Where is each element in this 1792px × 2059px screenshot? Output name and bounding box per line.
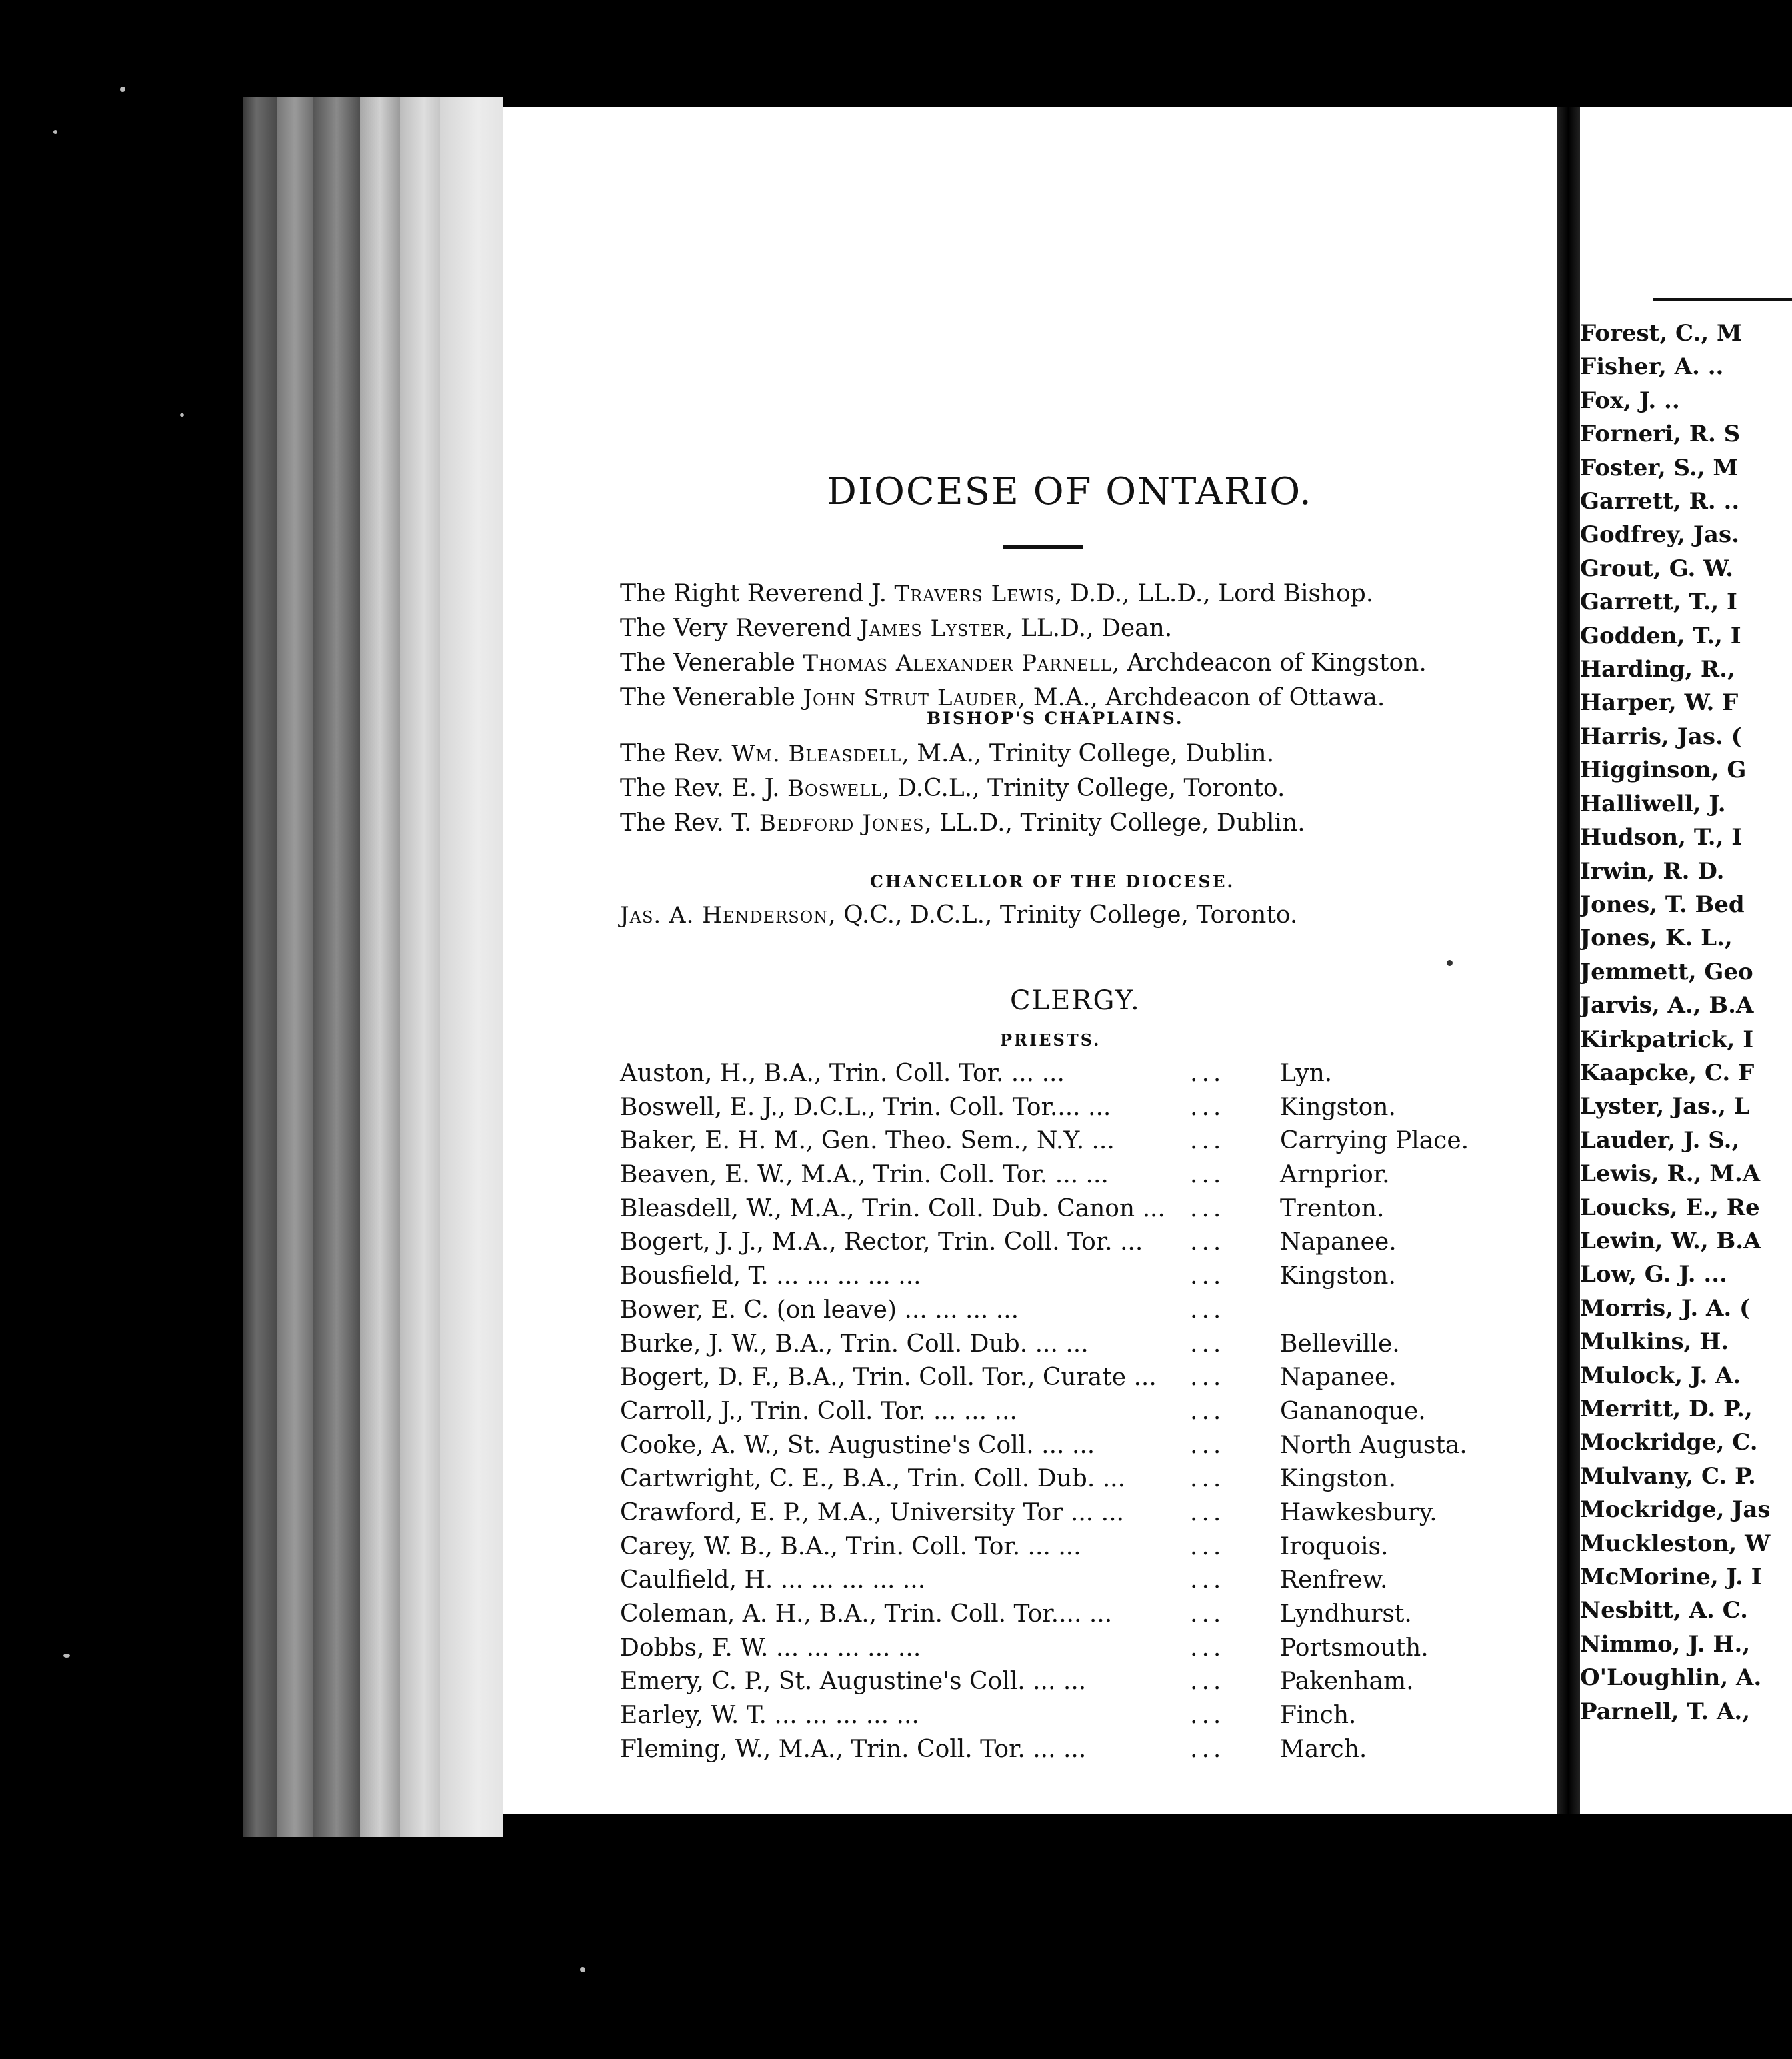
right-page-entry: Irwin, R. D.	[1580, 857, 1725, 885]
right-page-entry: Garrett, R. ..	[1580, 488, 1740, 515]
priest-place: Kingston.	[1280, 1093, 1396, 1121]
right-page-entry: O'Loughlin, A.	[1580, 1664, 1762, 1692]
leader-dots: ...	[1190, 1397, 1225, 1425]
priest-place: Hawkesbury.	[1280, 1498, 1437, 1526]
right-page-entry: Low, G. J. ...	[1580, 1261, 1727, 1288]
priest-place: March.	[1280, 1735, 1367, 1763]
priest-name: Caulfield, H. ... ... ... ... ...	[620, 1566, 926, 1594]
officer-entry: The Venerable Thomas Alexander Parnell, Archdeacon of Kingston.	[620, 649, 1427, 677]
priest-row	[620, 1496, 1507, 1530]
right-page-entry: Jones, K. L.,	[1580, 925, 1733, 952]
priest-place: Arnprior.	[1280, 1161, 1390, 1189]
priest-row	[620, 1395, 1507, 1429]
right-page-entry: Mulkins, H.	[1580, 1328, 1729, 1356]
right-page-entry: Foster, S., M	[1580, 454, 1739, 481]
right-page-entry: Fox, J. ..	[1580, 387, 1680, 414]
priest-row	[620, 1294, 1507, 1328]
leader-dots: ...	[1190, 1600, 1225, 1628]
leader-dots: ...	[1190, 1634, 1225, 1662]
priest-place: Pakenham.	[1280, 1668, 1414, 1696]
right-page-entry: Kirkpatrick, I	[1580, 1025, 1754, 1053]
right-page-entry: Jones, T. Bed	[1580, 891, 1745, 918]
priest-row	[620, 1665, 1507, 1699]
right-page-entry: Godden, T., I	[1580, 622, 1741, 649]
right-page-entry: Mockridge, C.	[1580, 1429, 1758, 1456]
leader-dots: ...	[1190, 1431, 1225, 1459]
priest-row	[620, 1699, 1507, 1733]
chaplain-entry: The Rev. Wm. Bleasdell, M.A., Trinity College, Dublin.	[620, 740, 1275, 767]
right-page-entry: Godfrey, Jas.	[1580, 521, 1739, 549]
leader-dots: ...	[1190, 1161, 1225, 1189]
book-edge	[360, 97, 400, 1837]
chaplains-list	[620, 737, 1305, 841]
right-page-entry: Lewin, W., B.A	[1580, 1227, 1761, 1254]
leader-dots: ...	[1190, 1296, 1225, 1324]
priest-row	[620, 1057, 1507, 1091]
right-page-entry: Lauder, J. S.,	[1580, 1126, 1740, 1154]
right-page-entry: Nimmo, J. H.,	[1580, 1630, 1751, 1658]
priest-row	[620, 1530, 1507, 1564]
priest-name: Bower, E. C. (on leave) ... ... ... ...	[620, 1296, 1019, 1324]
priest-row	[620, 1564, 1507, 1598]
scan-speck	[63, 1654, 70, 1658]
book-edge	[313, 97, 360, 1837]
priest-place: Finch.	[1280, 1702, 1357, 1730]
right-page-entry: Mulock, J. A.	[1580, 1362, 1741, 1389]
priest-row	[620, 1598, 1507, 1632]
book-gutter	[1557, 107, 1580, 1814]
priest-place: Napanee.	[1280, 1364, 1397, 1392]
page-title: DIOCESE OF ONTARIO.	[827, 470, 1313, 513]
leader-dots: ...	[1190, 1702, 1225, 1730]
book-edge	[277, 97, 313, 1837]
leader-dots: ...	[1190, 1465, 1225, 1493]
priest-row	[620, 1158, 1507, 1192]
priest-place: Carrying Place.	[1280, 1127, 1469, 1155]
right-page-entry: Hudson, T., I	[1580, 824, 1743, 851]
officer-entry: The Right Reverend J. Travers Lewis, D.D., LL.D., Lord Bishop.	[620, 580, 1374, 607]
priest-place: Lyndhurst.	[1280, 1600, 1412, 1628]
right-page-rule	[1653, 298, 1792, 301]
priest-name: Emery, C. P., St. Augustine's Coll. ... ...	[620, 1668, 1087, 1696]
priest-place: Kingston.	[1280, 1262, 1396, 1290]
right-page-entry: Grout, G. W.	[1580, 555, 1733, 582]
leader-dots: ...	[1190, 1262, 1225, 1290]
priest-name: Bleasdell, W., M.A., Trin. Coll. Dub. Canon ...	[620, 1194, 1165, 1222]
priest-place: Iroquois.	[1280, 1532, 1389, 1560]
priest-name: Bousfield, T. ... ... ... ... ...	[620, 1262, 921, 1290]
priest-row	[620, 1429, 1507, 1463]
right-page-entry: Harding, R.,	[1580, 656, 1735, 683]
priest-row	[620, 1192, 1507, 1226]
book-edge	[400, 97, 440, 1837]
officer-entry: The Very Reverend James Lyster, LL.D., Dean.	[620, 615, 1173, 642]
right-page	[1580, 107, 1792, 1814]
leader-dots: ...	[1190, 1330, 1225, 1358]
chancellor-heading: CHANCELLOR OF THE DIOCESE.	[870, 872, 1235, 891]
leader-dots: ...	[1190, 1093, 1225, 1121]
priest-name: Carey, W. B., B.A., Trin. Coll. Tor. ... ...	[620, 1532, 1081, 1560]
chancellor-entry: Jas. A. Henderson, Q.C., D.C.L., Trinity College, Toronto.	[620, 901, 1298, 929]
book-edge	[243, 97, 277, 1837]
leader-dots: ...	[1190, 1127, 1225, 1155]
priest-name: Carroll, J., Trin. Coll. Tor. ... ... ...	[620, 1397, 1017, 1425]
priest-name: Earley, W. T. ... ... ... ... ...	[620, 1702, 919, 1730]
priest-name: Fleming, W., M.A., Trin. Coll. Tor. ... ...	[620, 1735, 1087, 1763]
right-page-entry: Mulvany, C. P.	[1580, 1462, 1756, 1490]
priest-row	[620, 1124, 1507, 1158]
leader-dots: ...	[1190, 1532, 1225, 1560]
scan-speck	[53, 130, 57, 134]
priest-name: Bogert, D. F., B.A., Trin. Coll. Tor., Curate ...	[620, 1364, 1157, 1392]
right-page-entry: Parnell, T. A.,	[1580, 1698, 1751, 1725]
right-page-entry: McMorine, J. I	[1580, 1564, 1762, 1591]
scan-speck	[1447, 960, 1453, 966]
priest-place: Gananoque.	[1280, 1397, 1426, 1425]
right-page-entry: Kaapcke, C. F	[1580, 1059, 1755, 1086]
officers-list	[620, 577, 1427, 715]
leader-dots: ...	[1190, 1498, 1225, 1526]
scan-speck	[580, 1967, 585, 1972]
priest-name: Bogert, J. J., M.A., Rector, Trin. Coll. Tor. ...	[620, 1228, 1143, 1256]
leader-dots: ...	[1190, 1735, 1225, 1763]
priest-place: Kingston.	[1280, 1465, 1396, 1493]
right-page-entry: Forneri, R. S	[1580, 421, 1741, 448]
priest-name: Dobbs, F. W. ... ... ... ... ...	[620, 1634, 921, 1662]
scan-speck	[180, 413, 184, 417]
right-page-entry: Jarvis, A., B.A	[1580, 992, 1754, 1019]
priest-name: Cartwright, C. E., B.A., Trin. Coll. Dub. ...	[620, 1465, 1126, 1493]
priest-row	[620, 1361, 1507, 1395]
right-page-entry: Lyster, Jas., L	[1580, 1093, 1750, 1120]
priest-name: Cooke, A. W., St. Augustine's Coll. ... ...	[620, 1431, 1095, 1459]
priests-heading: PRIESTS.	[1000, 1030, 1101, 1050]
priest-name: Boswell, E. J., D.C.L., Trin. Coll. Tor.... ...	[620, 1093, 1111, 1121]
right-page-list	[1580, 317, 1771, 1728]
right-page-entry: Jemmett, Geo	[1580, 958, 1753, 985]
priest-place: Lyn.	[1280, 1060, 1333, 1087]
leader-dots: ...	[1190, 1228, 1225, 1256]
priest-row	[620, 1328, 1507, 1362]
priests-list	[620, 1057, 1507, 1766]
right-page-entry: Mockridge, Jas	[1580, 1496, 1771, 1524]
right-page-entry: Merritt, D. P.,	[1580, 1396, 1753, 1422]
right-page-entry: Harris, Jas. (	[1580, 723, 1742, 750]
priest-name: Burke, J. W., B.A., Trin. Coll. Dub. ... ...	[620, 1330, 1089, 1358]
right-page-entry: Harper, W. F	[1580, 689, 1739, 717]
priest-place: Belleville.	[1280, 1330, 1400, 1358]
right-page-entry: Fisher, A. ..	[1580, 353, 1724, 381]
leader-dots: ...	[1190, 1364, 1225, 1392]
priest-row	[620, 1462, 1507, 1496]
right-page-entry: Loucks, E., Re	[1580, 1194, 1760, 1221]
right-page-entry: Garrett, T., I	[1580, 589, 1737, 616]
priest-place: Renfrew.	[1280, 1566, 1388, 1594]
priest-name: Beaven, E. W., M.A., Trin. Coll. Tor. ... ...	[620, 1161, 1109, 1189]
chaplains-heading: BISHOP'S CHAPLAINS.	[927, 709, 1184, 728]
leader-dots: ...	[1190, 1566, 1225, 1594]
priest-place: North Augusta.	[1280, 1431, 1467, 1459]
book-edge	[440, 97, 503, 1837]
officer-entry: The Venerable John Strut Lauder, M.A., Archdeacon of Ottawa.	[620, 684, 1385, 711]
priest-place: Portsmouth.	[1280, 1634, 1429, 1662]
priest-row	[620, 1632, 1507, 1666]
right-page-entry: Morris, J. A. (	[1580, 1294, 1751, 1322]
chaplain-entry: The Rev. T. Bedford Jones, LL.D., Trinity College, Dublin.	[620, 809, 1305, 837]
clergy-heading: CLERGY.	[1010, 985, 1141, 1016]
chaplain-entry: The Rev. E. J. Boswell, D.C.L., Trinity College, Toronto.	[620, 775, 1285, 802]
right-page-entry: Lewis, R., M.A	[1580, 1160, 1761, 1188]
priest-row	[620, 1733, 1507, 1767]
priest-row	[620, 1091, 1507, 1125]
right-page-entry: Higginson, G	[1580, 757, 1747, 784]
priest-name: Coleman, A. H., B.A., Trin. Coll. Tor.... ...	[620, 1600, 1113, 1628]
right-page-entry: Muckleston, W	[1580, 1530, 1771, 1557]
leader-dots: ...	[1190, 1060, 1225, 1087]
right-page-entry: Forest, C., M	[1580, 320, 1742, 347]
priest-name: Crawford, E. P., M.A., University Tor ... ...	[620, 1498, 1124, 1526]
title-rule	[1003, 545, 1083, 549]
scan-speck	[120, 87, 125, 92]
priest-name: Auston, H., B.A., Trin. Coll. Tor. ... ...	[620, 1060, 1065, 1087]
right-page-entry: Halliwell, J.	[1580, 790, 1726, 817]
leader-dots: ...	[1190, 1194, 1225, 1222]
priest-row	[620, 1260, 1507, 1294]
priest-place: Trenton.	[1280, 1194, 1385, 1222]
priest-place: Napanee.	[1280, 1228, 1397, 1256]
right-page-entry: Nesbitt, A. C.	[1580, 1597, 1748, 1624]
leader-dots: ...	[1190, 1668, 1225, 1696]
priest-name: Baker, E. H. M., Gen. Theo. Sem., N.Y. ...	[620, 1127, 1115, 1155]
priest-row	[620, 1226, 1507, 1260]
